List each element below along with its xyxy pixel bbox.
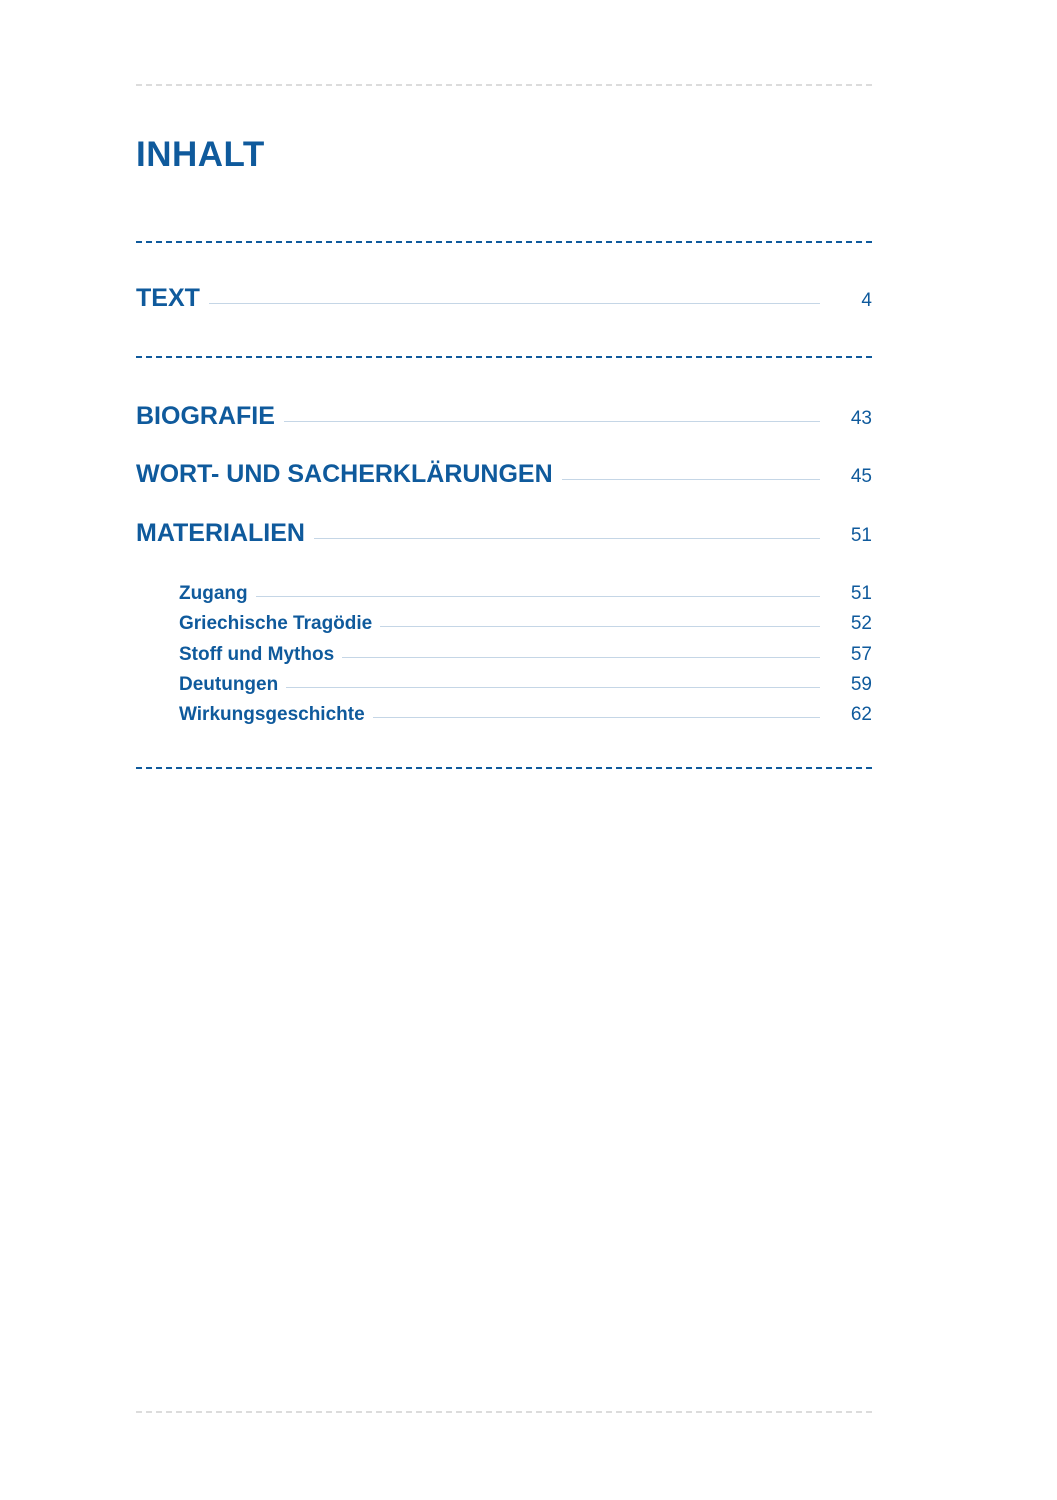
toc-entry-label: TEXT — [136, 284, 200, 312]
toc-leader-line — [373, 717, 820, 718]
toc-page-number: 57 — [850, 644, 872, 665]
toc-subentry-zugang[interactable] — [179, 583, 872, 609]
toc-leader-line — [380, 626, 820, 627]
toc-subentry-label: Zugang — [179, 583, 248, 604]
toc-subentry-label: Deutungen — [179, 674, 279, 695]
toc-page-number: 52 — [850, 613, 872, 634]
section-divider-1 — [136, 241, 872, 243]
toc-page-number: 62 — [850, 704, 872, 725]
toc-page-number: 59 — [850, 674, 872, 695]
toc-page-number: 51 — [850, 583, 872, 604]
toc-leader-line — [342, 657, 820, 658]
toc-page-number: 51 — [850, 525, 872, 546]
toc-leader-line — [256, 596, 820, 597]
toc-subentry-label: Griechische Tragödie — [179, 613, 373, 634]
toc-entry-text[interactable] — [136, 284, 872, 318]
toc-subentry-griechische-tragoedie[interactable] — [179, 613, 872, 639]
toc-leader-line — [209, 303, 820, 304]
section-divider-3 — [136, 767, 872, 769]
toc-entry-materialien[interactable] — [136, 519, 872, 553]
toc-page-number: 4 — [861, 290, 872, 311]
toc-page-number: 45 — [850, 466, 872, 487]
toc-subentry-label: Stoff und Mythos — [179, 644, 335, 665]
toc-page-number: 43 — [850, 408, 872, 429]
toc-leader-line — [286, 687, 820, 688]
toc-subentry-stoff-und-mythos[interactable] — [179, 644, 872, 670]
toc-entry-label: BIOGRAFIE — [136, 402, 275, 430]
toc-entry-biografie[interactable] — [136, 402, 872, 436]
section-divider-2 — [136, 356, 872, 358]
toc-entry-label: WORT- UND SACHERKLÄRUNGEN — [136, 460, 553, 488]
top-divider — [136, 84, 872, 86]
toc-entry-label: MATERIALIEN — [136, 519, 305, 547]
toc-subentry-wirkungsgeschichte[interactable] — [179, 704, 872, 730]
toc-leader-line — [314, 538, 820, 539]
bottom-divider — [136, 1411, 872, 1413]
toc-leader-line — [562, 479, 820, 480]
toc-subentry-label: Wirkungsgeschichte — [179, 704, 365, 725]
toc-entry-wort-und-sacherklaerungen[interactable] — [136, 460, 872, 494]
page-title: INHALT — [136, 135, 265, 174]
toc-subentry-deutungen[interactable] — [179, 674, 872, 700]
toc-leader-line — [284, 421, 820, 422]
